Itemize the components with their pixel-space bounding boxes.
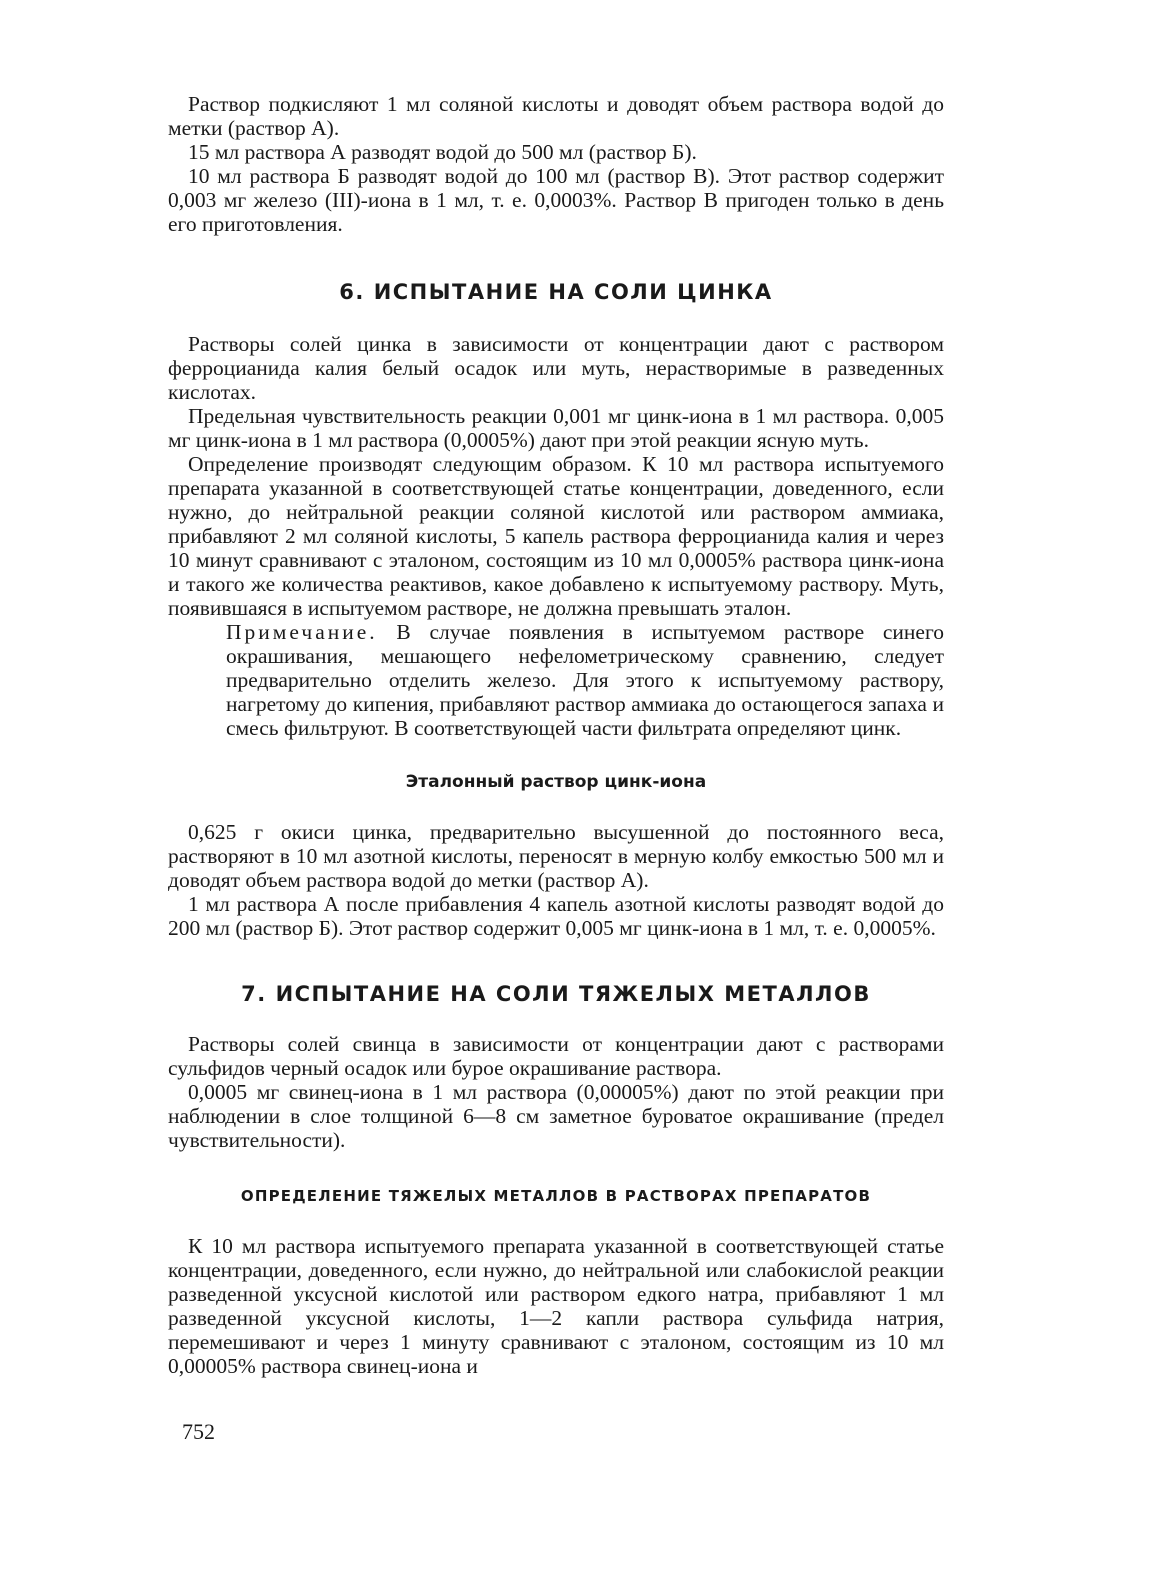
- paragraph-solution-b: 15 мл раствора А разводят водой до 500 мл (раствор Б).: [188, 140, 697, 164]
- heavy-metals-heading: ОПРЕДЕЛЕНИЕ ТЯЖЕЛЫХ МЕТАЛЛОВ В РАСТВОРАХ ПРЕПАРАТОВ: [240, 1187, 872, 1205]
- section-6-paragraph-5: 1 мл раствора А после прибавления 4 капель азотной кислоты разводят водой до 200 мл (раствор Б). Этот раствор содержит 0,005 мг цинк-иона в 1 мл, т. е. 0,0005%.: [168, 892, 944, 940]
- note-text: В случае появления в испытуемом растворе синего окрашивания, мешающего нефелометрическому сравнению, следует предварительно отделить железо. Для этого к испытуемому раствору, нагретому до кипения, прибавляют раствор аммиака до остающегося запаха и смесь фильтруют. В соответствующей части фильтрата определяют цинк.: [226, 620, 944, 740]
- section-6-paragraph-2: Предельная чувствительность реакции 0,001 мг цинк-иона в 1 мл раствора. 0,005 мг цинк-иона в 1 мл раствора (0,0005%) дают при этой реакции ясную муть.: [168, 404, 944, 452]
- paragraph-acidify: Раствор подкисляют 1 мл соляной кислоты и доводят объем раствора водой до метки (раствор А).: [168, 92, 944, 140]
- section-6-paragraph-1: Растворы солей цинка в зависимости от концентрации дают с раствором ферроцианида калия белый осадок или муть, нерастворимые в разведенных кислотах.: [168, 332, 944, 404]
- page-number: 752: [182, 1419, 215, 1444]
- paragraph-solution-v: 10 мл раствора Б разводят водой до 100 мл (раствор В). Этот раствор содержит 0,003 мг железо (III)-иона в 1 мл, т. е. 0,0003%. Раствор В пригоден только в день его приготовления.: [168, 164, 944, 236]
- zinc-standard-heading: Эталонный раствор цинк-иона: [405, 772, 707, 792]
- section-7-paragraph-1: Растворы солей свинца в зависимости от концентрации дают с растворами сульфидов черный осадок или бурое окрашивание раствора.: [168, 1032, 944, 1080]
- section-6-paragraph-4: 0,625 г окиси цинка, предварительно высушенной до постоянного веса, растворяют в 10 мл азотной кислоты, переносят в мерную колбу емкостью 500 мл и доводят объем раствора водой до метки (раствор А).: [168, 820, 944, 892]
- note-label: Примечание.: [226, 620, 378, 644]
- section-6-heading: 6. ИСПЫТАНИЕ НА СОЛИ ЦИНКА: [339, 280, 773, 304]
- section-7-paragraph-2: 0,0005 мг свинец-иона в 1 мл раствора (0,00005%) дают по этой реакции при наблюдении в слое толщиной 6—8 см заметное буроватое окрашивание (предел чувствительности).: [168, 1080, 944, 1152]
- page-content: [168, 92, 944, 1378]
- note-paragraph: [226, 620, 944, 740]
- section-6-note: [226, 620, 944, 740]
- section-7-heading: 7. ИСПЫТАНИЕ НА СОЛИ ТЯЖЕЛЫХ МЕТАЛЛОВ: [241, 982, 871, 1006]
- section-7-paragraph-3: К 10 мл раствора испытуемого препарата указанной в соответствующей статье концентрации, доведенного, если нужно, до нейтральной или слабокислой реакции разведенной уксусной кислотой или раствором едкого натра, прибавляют 1 мл разведенной уксусной кислоты, 1—2 капли раствора сульфида натрия, перемешивают и через 1 минуту сравнивают с эталоном, состоящим из 10 мл 0,00005% раствора свинец-иона и: [168, 1234, 944, 1378]
- section-6-paragraph-3: Определение производят следующим образом. К 10 мл раствора испытуемого препарата указанной в соответствующей статье концентрации, доведенного, если нужно, до нейтральной реакции соляной кислотой или раствором аммиака, прибавляют 2 мл соляной кислоты, 5 капель раствора ферроцианида калия и через 10 минут сравнивают с эталоном, состоящим из 10 мл 0,0005% раствора цинк-иона и такого же количества реактивов, какое добавлено к испытуемому раствору. Муть, появившаяся в испытуемом растворе, не должна превышать эталон.: [168, 452, 944, 620]
